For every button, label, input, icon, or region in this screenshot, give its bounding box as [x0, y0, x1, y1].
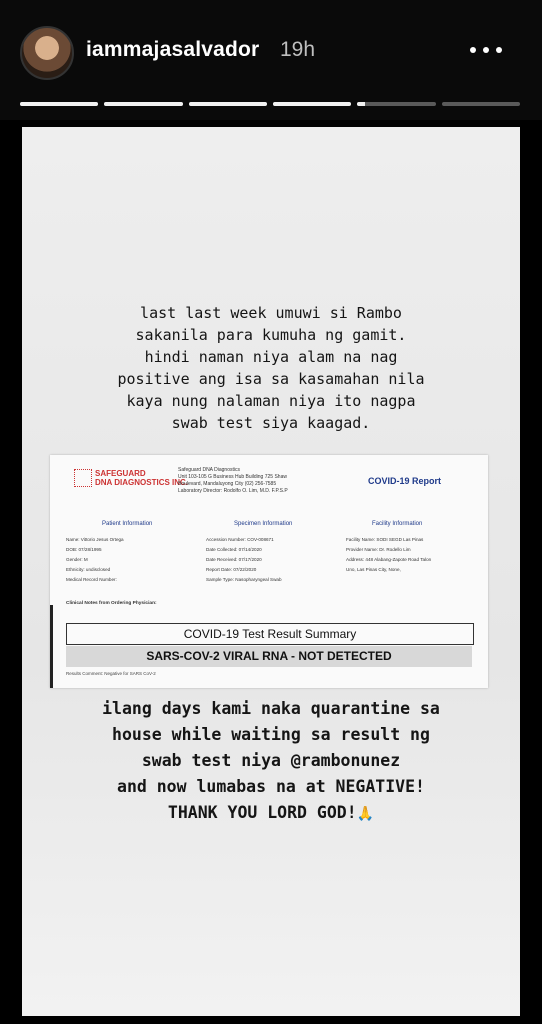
specimen-header: Specimen Information: [234, 521, 293, 527]
progress-segment: [273, 102, 351, 106]
praying-hands-icon: 🙏: [356, 806, 375, 822]
story-content[interactable]: [22, 127, 520, 1016]
lab-logo: SAFEGUARD DNA DIAGNOSTICS INC.: [74, 469, 188, 487]
avatar[interactable]: [20, 26, 74, 80]
caption-bottom-text: ilang days kami naka quarantine sa house while waiting sa result ng swab test niya @rambonunez and now lumabas na at NEGATIVE! THANK YOU LORD GOD!: [102, 699, 440, 822]
story-progress: [20, 102, 520, 106]
covid-report-image: [50, 455, 488, 688]
progress-fill: [104, 102, 182, 106]
clinical-notes: Clinical Notes from Ordering Physician:: [66, 601, 157, 606]
patient-fields: Name: Vittorio Jesus Ortega DOB: 07/28/1995 Gender: M Ethnicity: undisclosed Medical Record Number:: [66, 537, 124, 582]
progress-segment: [20, 102, 98, 106]
more-horizontal-icon[interactable]: [470, 38, 510, 62]
username[interactable]: iammajasalvador: [86, 38, 260, 61]
result-summary-title: COVID-19 Test Result Summary: [66, 623, 474, 645]
lab-info: Safeguard DNA Diagnostics Unit 103-105 G Business Hub Building 725 Shaw Boulevard, Mandaluyong City (02) 256-7585 Laboratory Director: Rodolfo O. Lim, M.D. F.P.S.P: [178, 467, 288, 494]
patient-header: Patient Information: [102, 521, 153, 527]
report-title: COVID-19 Report: [368, 476, 442, 486]
progress-fill: [189, 102, 267, 106]
facility-fields: Facility Name: SODI SEGD Las Pinas Provider Name: Dr. Rodello Lim Address: 448 Alabang-Zapote Road Talon Uno, Las Pinas City, None,: [346, 537, 432, 572]
progress-fill: [357, 102, 365, 106]
result-comment: Results Comment: Negative for SARS CoV-2: [66, 671, 156, 676]
progress-fill: [20, 102, 98, 106]
specimen-fields: Accession Number: COV-008671 Date Collected: 07/14/2020 Date Received: 07/17/2020 Report Date: 07/22/2020 Sample Type: Nasopharyngeal Swab: [206, 537, 282, 582]
caption-bottom: [22, 696, 520, 827]
story-header: [0, 0, 542, 120]
report-edge: [50, 605, 53, 688]
progress-segment: [442, 102, 520, 106]
post-time: 19h: [280, 38, 316, 61]
progress-segment: [189, 102, 267, 106]
test-result: SARS-COV-2 VIRAL RNA - NOT DETECTED: [66, 646, 472, 667]
facility-header: Facility Information: [372, 521, 423, 527]
caption-top: last last week umuwi si Rambo sakanila para kumuha ng gamit. hindi naman niya alam na nag positive ang isa sa kasamahan nila kaya nung nalaman niya ito nagpa swab test siya kaagad.: [117, 304, 425, 432]
progress-fill: [273, 102, 351, 106]
progress-segment: [104, 102, 182, 106]
progress-segment: [357, 102, 435, 106]
